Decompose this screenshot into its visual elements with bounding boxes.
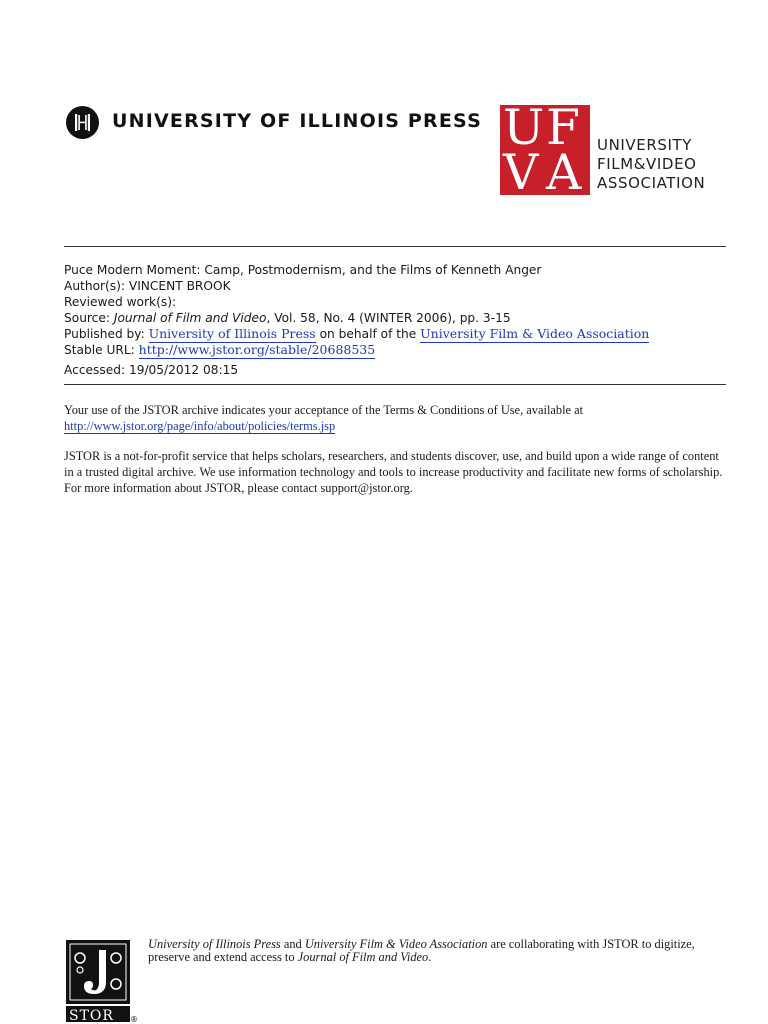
- behalf-text: on behalf of the: [319, 327, 417, 341]
- jstor-logo: [66, 940, 138, 1024]
- published-label: Published by:: [64, 327, 145, 341]
- ufva-letter-a: A: [546, 144, 582, 195]
- accessed-date: 19/05/2012 08:15: [128, 363, 239, 377]
- association-link[interactable]: University Film & Video Association: [420, 326, 650, 341]
- source-details: , Vol. 58, No. 4 (WINTER 2006), pp. 3-15: [266, 311, 511, 325]
- bottom-divider: [64, 384, 726, 385]
- journal-title: Journal of Film and Video: [113, 311, 267, 325]
- terms-text: Your use of the JSTOR archive indicates your acceptance of the Terms & Conditions of Use, available at: [64, 403, 584, 417]
- stable-url-row: [64, 342, 734, 358]
- illinois-press-emblem-icon: [66, 106, 99, 139]
- source-label: Source:: [64, 311, 110, 325]
- published-row: [64, 326, 734, 342]
- ufva-letter-v: V: [503, 144, 539, 195]
- jstor-logo-text: STOR: [69, 1008, 114, 1024]
- collaboration-notice: [148, 938, 738, 964]
- ufva-line-association: ASSOCIATION: [597, 174, 706, 192]
- ufva-letter-u: U: [503, 105, 545, 156]
- stable-url-link[interactable]: http://www.jstor.org/stable/20688535: [138, 342, 376, 357]
- author-label: Author(s):: [64, 279, 125, 293]
- ufva-letter-f: F: [546, 105, 580, 156]
- about-jstor-paragraph: JSTOR is a not-for-profit service that helps scholars, researchers, and students discover, use, and build upon a wide range of content in a trusted digital archive. We use information technology and tools to increase productivity and facilitate new forms of scholarship. For more information about JSTOR, please contact support@jstor.org.: [64, 449, 723, 495]
- footer-association-name: University Film & Video Association: [304, 937, 488, 951]
- terms-link[interactable]: http://www.jstor.org/page/info/about/policies/terms.jsp: [64, 419, 336, 433]
- ufva-line-film-video: FILM&VIDEO: [597, 155, 697, 173]
- registered-mark: ®: [130, 1015, 138, 1024]
- ufva-logo: [500, 105, 590, 195]
- footer-period: .: [428, 950, 432, 964]
- terms-paragraph: [64, 402, 724, 434]
- article-metadata: [64, 262, 734, 378]
- ufva-wordmark: [597, 136, 737, 193]
- author-row: [64, 278, 734, 294]
- footer-collab-text: are collaborating with JSTOR to digitize, preserve and extend access to: [148, 937, 695, 964]
- article-title: Puce Modern Moment: Camp, Postmodernism, and the Films of Kenneth Anger: [64, 263, 542, 277]
- reviewed-works-label: Reviewed work(s):: [64, 295, 177, 309]
- publisher-link[interactable]: University of Illinois Press: [148, 326, 316, 341]
- stable-url-label: Stable URL:: [64, 343, 135, 357]
- source-row: [64, 310, 734, 326]
- ufva-line-university: UNIVERSITY: [597, 136, 693, 154]
- footer-and: and: [283, 937, 302, 951]
- footer-journal-title: Journal of Film and Video: [297, 950, 429, 964]
- publisher-name: UNIVERSITY OF ILLINOIS PRESS: [112, 110, 482, 132]
- footer-press-name: University of Illinois Press: [148, 937, 281, 951]
- top-divider: [64, 246, 726, 247]
- accessed-label: Accessed:: [64, 363, 126, 377]
- accessed-row: [64, 362, 734, 378]
- university-of-illinois-press-logo: [66, 104, 482, 144]
- author-name: VINCENT BROOK: [128, 279, 231, 293]
